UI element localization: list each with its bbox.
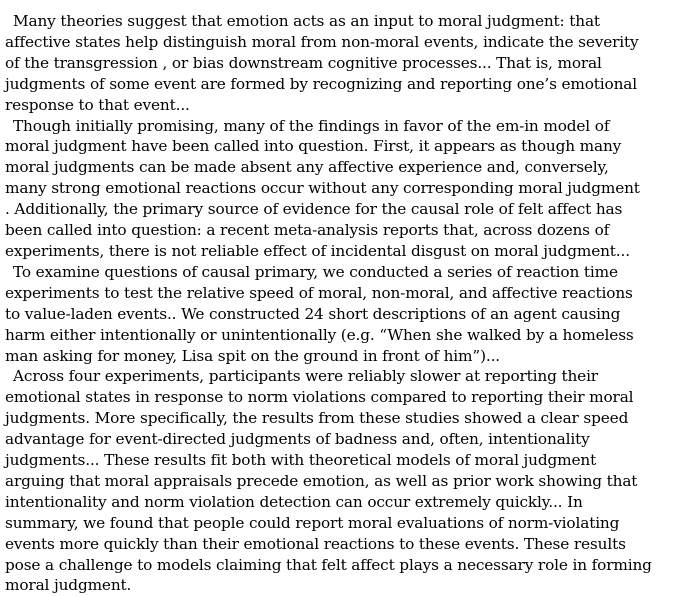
text-line: of the transgression , or bias downstream cognitive processes... That is, moral [5,53,602,72]
paragraph-3 [5,262,673,367]
text-line: experiments, there is not reliable effect of incidental disgust on moral judgment... [5,241,630,260]
text-line: judgments. More specifically, the results from these studies showed a clear speed [5,409,629,428]
text-line: to value-laden events.. We constructed 24 short descriptions of an agent causing [5,304,621,323]
text-line: judgments... These results fit both with theoretical models of moral judgment [5,451,597,470]
text-line: moral judgment have been called into question. First, it appears as though many [5,137,622,156]
text-line: experiments to test the relative speed of moral, non-moral, and affective reactions [5,283,633,302]
paragraph-1 [5,11,673,116]
text-line: To examine questions of causal primary, we conducted a series of reaction time [13,262,618,281]
text-line: many strong emotional reactions occur without any corresponding moral judgment [5,179,640,198]
text-line: moral judgments can be made absent any affective experience and, conversely, [5,158,609,177]
paragraph-4 [5,366,673,596]
text-line: pose a challenge to models claiming that felt affect plays a necessary role in forming [5,555,652,574]
text-line: intentionality and norm violation detection can occur extremely quickly... In [5,492,583,511]
document-body [5,11,673,596]
text-line: man asking for money, Lisa spit on the ground in front of him”)... [5,346,501,365]
text-line: . Additionally, the primary source of evidence for the causal role of felt affect has [5,200,623,219]
text-line: response to that event... [5,95,190,114]
text-line: emotional states in response to norm violations compared to reporting their moral [5,388,634,407]
text-line: Many theories suggest that emotion acts as an input to moral judgment: that [13,12,600,30]
text-line: advantage for event-directed judgments of badness and, often, intentionality [5,430,590,449]
text-line: judgments of some event are formed by recognizing and reporting one’s emotional [5,74,638,93]
text-line: arguing that moral appraisals precede emotion, as well as prior work showing that [5,471,638,490]
text-line: harm either intentionally or unintentionally (e.g. “When she walked by a homeless [5,325,634,344]
text-line: moral judgment. [5,576,132,595]
text-line: Though initially promising, many of the findings in favor of the em-in model of [13,116,610,135]
text-line: been called into question: a recent meta-analysis reports that, across dozens of [5,221,610,240]
text-line: Across four experiments, participants were reliably slower at reporting their [13,367,598,386]
text-line: affective states help distinguish moral from non-moral events, indicate the severity [5,32,639,51]
text-line: events more quickly than their emotional reactions to these events. These results [5,534,626,553]
text-line: summary, we found that people could report moral evaluations of norm-violating [5,513,620,532]
paragraph-2 [5,116,673,262]
